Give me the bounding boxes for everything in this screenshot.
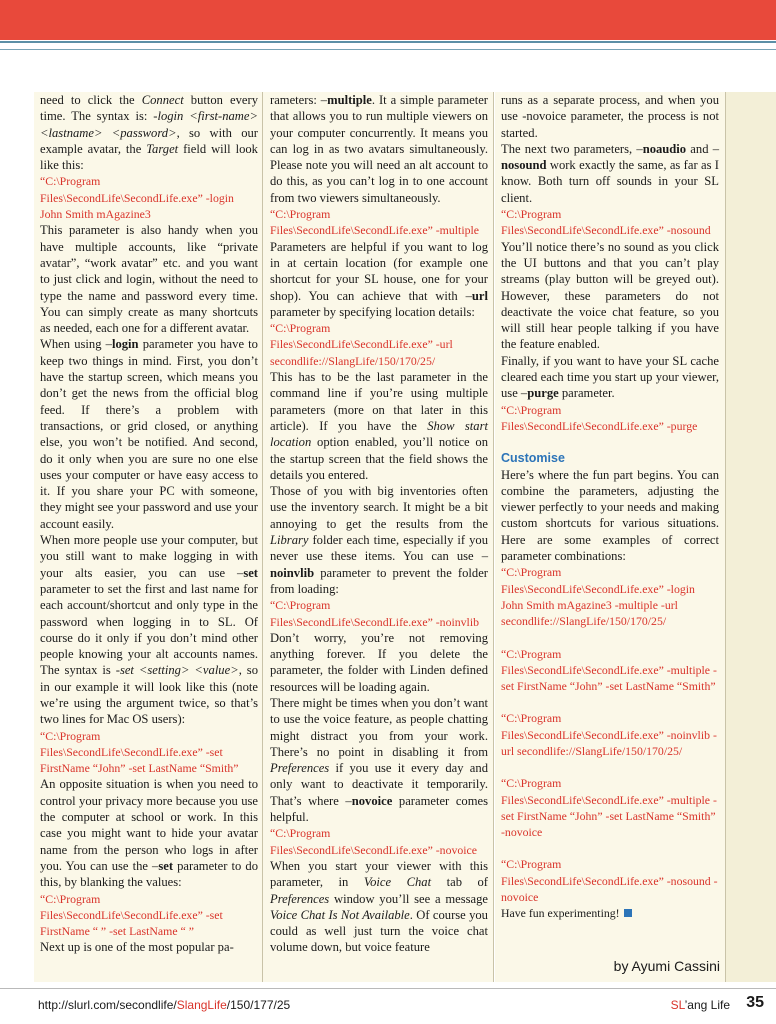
article-column-3 (495, 92, 725, 982)
spacer (501, 694, 719, 710)
paragraph: The next two parameters, –noaudio and –nosound work exactly the same, as far as I know. Both turn off sounds in your SL client. (501, 141, 719, 205)
paragraph: need to click the Connect button every time. The syntax is: -login <first-name> <lastname> <password>, so with our example avatar, the Target field will look like this: (40, 93, 258, 173)
paragraph: This parameter is also handy when you have multiple accounts, like “private avatar”, “work avatar” etc. and you want to just click and login, without the need to type the name and password every time. You can simply create as many shortcuts as needed, each one for a different avatar. (40, 223, 258, 336)
section-heading: Customise (501, 451, 565, 466)
paragraph: When using –login parameter you have to keep two things in mind. First, you don’t have the startup screen, which means you don’t get the news from the official blog feed. If there’s a problem with transactions, or grid closed, or anything else, you won’t be notified. And second, do it only when you are sure no one else uses your computer or have easy access to it. If you share your PC with someone, they might see your password and use your account easily. (40, 337, 258, 531)
paragraph: Finally, if you want to have your SL cache cleared each time you start up your viewer, use –purge parameter. (501, 353, 719, 401)
command-line-example: “C:\Program Files\SecondLife\SecondLife.exe” -set FirstName “John” -set LastName “Smith” (40, 728, 239, 776)
command-line-example: “C:\Program Files\SecondLife\SecondLife.exe” -multiple (270, 207, 480, 238)
end-mark-icon (624, 909, 632, 917)
paragraph: When you start your viewer with this parameter, in Voice Chat tab of Preferences window you’ll see a message Voice Chat Is Not Available. Of course you could as well just turn the voice chat volume down, but voice feature (270, 858, 488, 955)
command-line-example: “C:\Program Files\SecondLife\SecondLife.exe” -noinvlib (270, 598, 480, 629)
paragraph: This has to be the last parameter in the command line if you’re using multiple parameters (more on that later in this article). If you have the Show start location option enabled, you’ll notice on the startup screen that the field shows the details you entered. (270, 370, 488, 482)
command-line-example: “C:\Program Files\SecondLife\SecondLife.exe” -noinvlib -url secondlife://SlangLife/150/170/25/ (501, 711, 717, 758)
paragraph: An opposite situation is when you need to control your privacy more because you use the computer at school or work. In this case you might want to hide your avatar name from the person who logs in after you. You can use the –set parameter to do this, by blanking the values: (40, 777, 258, 890)
slurl-prefix: http://slurl.com/secondlife/ (38, 998, 177, 1012)
paragraph: rameters: –multiple. It a simple parameter that allows you to run multiple viewers on your computer concurrently. It means you can log in as two avatars simultaneously. Please note you will need an alt account to do this, as you can’t log in to one account from two viewers simultaneously. (270, 93, 488, 205)
command-line-example: “C:\Program Files\SecondLife\SecondLife.exe” -nosound -novoice (501, 857, 718, 905)
header-color-band (0, 0, 776, 40)
margin-block (726, 92, 776, 982)
spacer (501, 840, 719, 856)
paragraph: runs as a separate process, and when you use -novoice parameter, the process is not started. (501, 93, 719, 140)
header-rule-thin (0, 49, 776, 50)
command-line-example: “C:\Program Files\SecondLife\SecondLife.exe” -login John Smith mAgazine3 -multiple -url secondlife://SlangLife/150/170/25/ (501, 565, 695, 629)
footer-rule (0, 988, 776, 989)
article-column-2 (264, 92, 494, 982)
closing-line: Have fun experimenting! (501, 905, 719, 921)
command-line-example: “C:\Program Files\SecondLife\SecondLife.exe” -multiple -set FirstName “John” -set LastName “Smith” -novoice (501, 776, 717, 840)
slurl-region: SlangLife (176, 998, 227, 1012)
paragraph: There might be times when you don’t want to use the voice feature, as people chatting might distract you from your work. There’s no point in disabling it from Preferences if you use it every day and only want to deactivate it temporarily. That’s where –novoice parameter comes helpful. (270, 695, 489, 825)
magazine-name-sl: SL (670, 998, 685, 1012)
column-divider (493, 92, 494, 982)
column-divider (262, 92, 263, 982)
command-line-example: “C:\Program Files\SecondLife\SecondLife.exe” -nosound (501, 207, 711, 238)
paragraph: You’ll notice there’s no sound as you click the UI buttons and that you can’t play streams (play button will be greyed out). However, these parameters do not deactivate the voice chat feature, so you will still hear people talking if you have the feature enabled. (501, 239, 719, 352)
spacer (501, 759, 719, 775)
header-rule (0, 41, 776, 43)
paragraph: Here’s where the fun part begins. You can combine the parameters, adjusting the viewer perfectly to your needs and making custom shortcuts for various situations. Here are some examples of correct parameter combinations: (501, 467, 719, 564)
page-number: 35 (746, 994, 764, 1011)
paragraph: Next up is one of the most popular pa- (40, 940, 234, 955)
command-line-example: “C:\Program Files\SecondLife\SecondLife.exe” -login John Smith mAgazine3 (40, 174, 234, 222)
paragraph: Parameters are helpful if you want to log in at certain location (for example one shortcut for your SL house, one for your shop). You can achieve that with –url parameter by specifying location details: (270, 239, 488, 319)
paragraph: When more people use your computer, but you still want to make logging in with your alts easier, you can use –set parameter to set the first and last name for each account/shortcut and only type in the password when logging in to SL. Of course do it only if you don’t mind other people knowing your alt accounts names. The syntax is -set <setting> <value>, so in our example it will look like this (note we’re using the argument twice, so that’s two lines for Mac OS users): (40, 533, 259, 727)
article-column-1 (34, 92, 264, 982)
footer-slurl[interactable] (38, 998, 290, 1012)
magazine-name (671, 998, 730, 1012)
author-byline: by Ayumi Cassini (613, 958, 720, 974)
command-line-example: “C:\Program Files\SecondLife\SecondLife.exe” -set FirstName “ ” -set LastName “ ” (40, 891, 223, 939)
command-line-example: “C:\Program Files\SecondLife\SecondLife.exe” -novoice (270, 826, 478, 857)
slurl-coords: /150/177/25 (226, 998, 291, 1012)
command-line-example: “C:\Program Files\SecondLife\SecondLife.exe” -url secondlife://SlangLife/150/170/25/ (270, 321, 453, 368)
magazine-name-rest: ’ang Life (684, 998, 730, 1012)
command-line-example: “C:\Program Files\SecondLife\SecondLife.exe” -purge (501, 402, 698, 433)
spacer (501, 630, 719, 646)
paragraph: Don’t worry, you’re not removing anything forever. If you delete the parameter, the folder with Linden defined resources will be loading again. (270, 630, 488, 694)
command-line-example: “C:\Program Files\SecondLife\SecondLife.exe” -multiple -set FirstName “John” -set LastName “Smith” (501, 646, 717, 694)
paragraph: Those of you with big inventories often use the inventory search. It might be a bit annoying to get the results from the Library folder each time, especially if you never use these items. You can use –noinvlib parameter to prevent the folder from loading: (270, 484, 488, 596)
